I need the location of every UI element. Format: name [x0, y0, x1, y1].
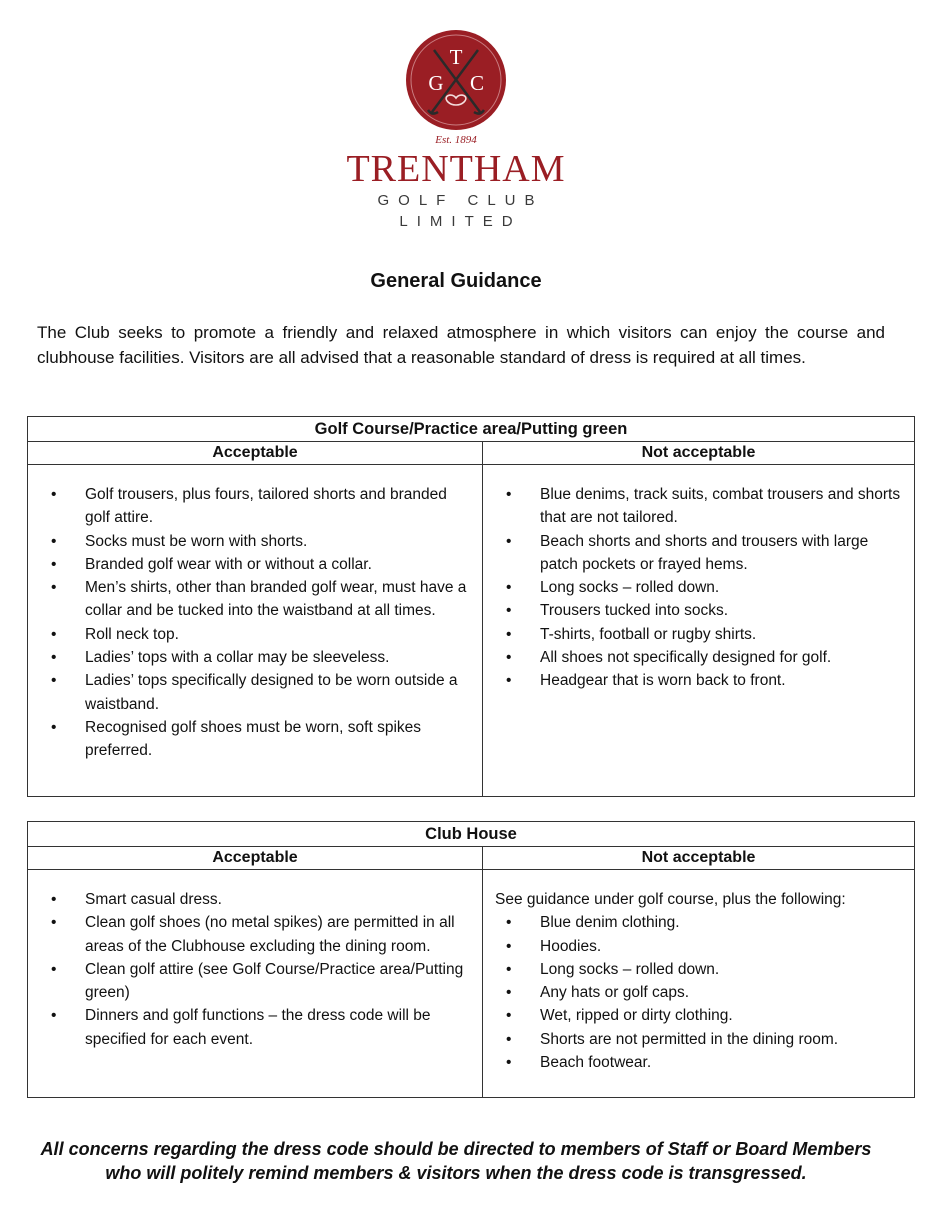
list-item: • Long socks – rolled down.: [495, 576, 904, 599]
list-item: • Beach shorts and shorts and trousers with large patch pockets or frayed hems.: [495, 530, 904, 577]
acceptable-list: [40, 483, 472, 763]
monogram-right: C: [469, 71, 485, 95]
club-house-dress-table: [27, 821, 915, 1098]
list-item: • Clean golf attire (see Golf Course/Practice area/Putting green): [40, 958, 472, 1005]
acceptable-list: [40, 888, 472, 1051]
not-acceptable-cell: [483, 465, 915, 797]
list-item: • Beach footwear.: [495, 1051, 904, 1074]
club-logo: [0, 28, 912, 230]
list-item: • Blue denims, track suits, combat trousers and shorts that are not tailored.: [495, 483, 904, 530]
list-item: • Recognised golf shoes must be worn, soft spikes preferred.: [40, 716, 472, 763]
not-acceptable-header: Not acceptable: [483, 847, 915, 870]
footer-line-1: All concerns regarding the dress code should be directed to members of Staff or Board Members: [40, 1139, 872, 1159]
acceptable-header: Acceptable: [28, 847, 483, 870]
acceptable-cell: [28, 465, 483, 797]
established-year: Est. 1894: [435, 134, 477, 146]
list-item: • Ladies’ tops specifically designed to be worn outside a waistband.: [40, 669, 472, 716]
list-item: • Trousers tucked into socks.: [495, 599, 904, 622]
monogram-left: G: [428, 71, 444, 95]
golf-course-dress-table: [27, 416, 915, 797]
list-item: • Men’s shirts, other than branded golf wear, must have a collar and be tucked into the waistband at all times.: [40, 576, 472, 623]
list-item: • T-shirts, football or rugby shirts.: [495, 623, 904, 646]
not-acceptable-header: Not acceptable: [483, 442, 915, 465]
not-acceptable-list: [495, 911, 904, 1074]
list-item: • Headgear that is worn back to front.: [495, 669, 904, 692]
monogram-top: T: [449, 45, 463, 69]
list-item: • All shoes not specifically designed for golf.: [495, 646, 904, 669]
list-item: • Smart casual dress.: [40, 888, 472, 911]
list-item: • Socks must be worn with shorts.: [40, 530, 472, 553]
list-item: • Hoodies.: [495, 935, 904, 958]
list-item: • Branded golf wear with or without a collar.: [40, 553, 472, 576]
not-acceptable-cell: [483, 870, 915, 1098]
list-item: • Shorts are not permitted in the dining room.: [495, 1028, 904, 1051]
club-name: TRENTHAM: [346, 148, 566, 190]
list-item: • Any hats or golf caps.: [495, 981, 904, 1004]
list-item: • Wet, ripped or dirty clothing.: [495, 1004, 904, 1027]
footer-line-2: who will politely remind members & visitors when the dress code is transgressed.: [105, 1163, 807, 1183]
club-crest-icon: [404, 28, 508, 132]
acceptable-cell: [28, 870, 483, 1098]
not-acceptable-list: [495, 483, 904, 693]
list-item: • Roll neck top.: [40, 623, 472, 646]
list-item: • Dinners and golf functions – the dress code will be specified for each event.: [40, 1004, 472, 1051]
list-item: • Long socks – rolled down.: [495, 958, 904, 981]
dress-code-footer: [0, 1137, 912, 1185]
table-heading: Golf Course/Practice area/Putting green: [28, 417, 915, 442]
list-item: • Ladies’ tops with a collar may be sleeveless.: [40, 646, 472, 669]
table-heading: Club House: [28, 822, 915, 847]
intro-paragraph: The Club seeks to promote a friendly and relaxed atmosphere in which visitors can enjoy the course and clubhouse facilities. Visitors are all advised that a reasonable standard of dress is required at all times.: [37, 323, 885, 367]
page-title: General Guidance: [370, 270, 542, 292]
not-acceptable-intro: See guidance under golf course, plus the following:: [495, 891, 846, 908]
club-subtitle: GOLF CLUB: [377, 192, 544, 209]
club-limited: LIMITED: [399, 213, 522, 230]
list-item: • Blue denim clothing.: [495, 911, 904, 934]
acceptable-header: Acceptable: [28, 442, 483, 465]
list-item: • Golf trousers, plus fours, tailored shorts and branded golf attire.: [40, 483, 472, 530]
list-item: • Clean golf shoes (no metal spikes) are permitted in all areas of the Clubhouse excluding the dining room.: [40, 911, 472, 958]
